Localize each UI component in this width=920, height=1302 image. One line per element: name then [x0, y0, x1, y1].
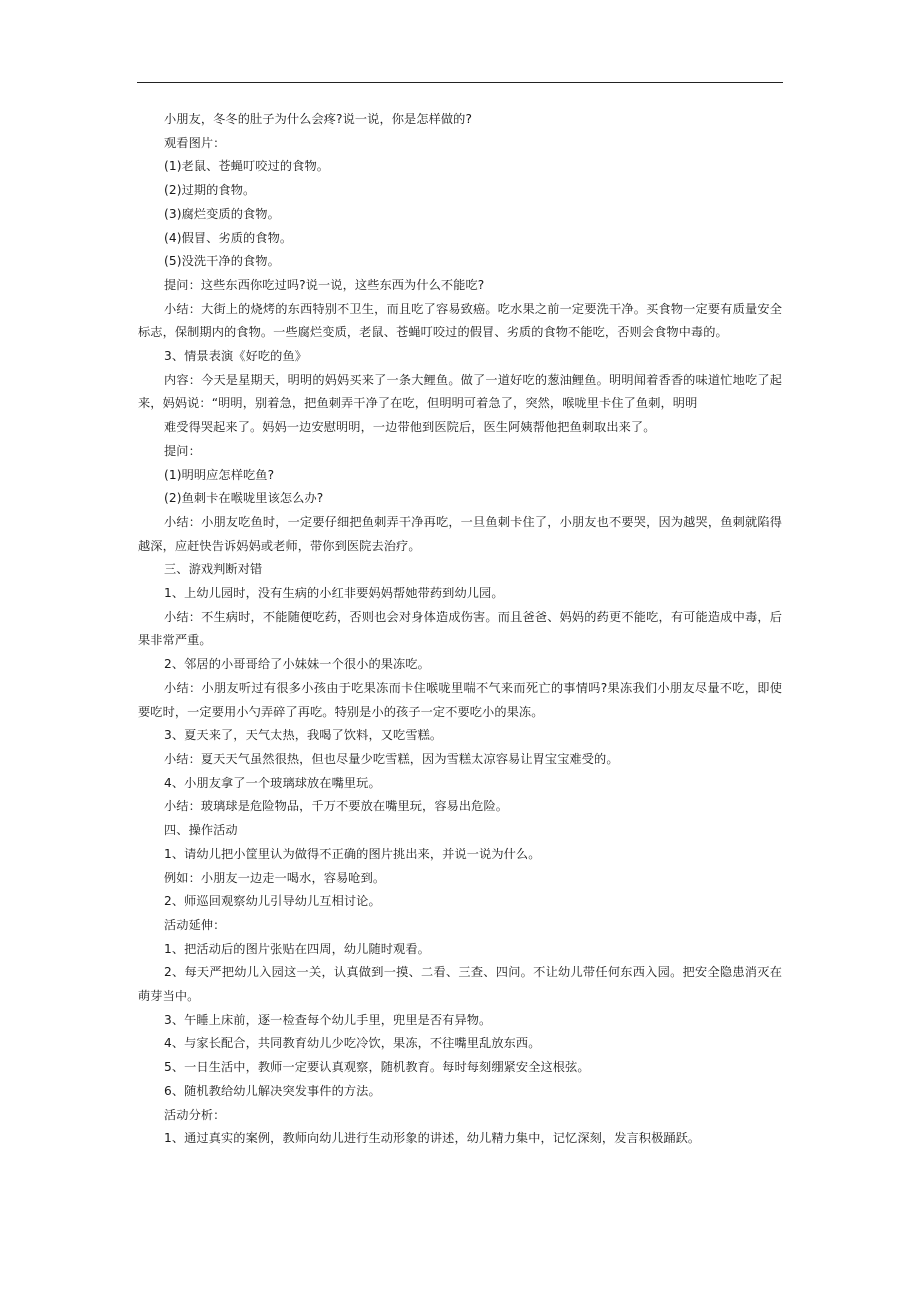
paragraph: 3、情景表演《好吃的鱼》 — [164, 349, 308, 364]
paragraph: (5)没洗干净的食物。 — [164, 254, 280, 269]
paragraph: (4)假冒、劣质的食物。 — [164, 230, 293, 245]
paragraph: 提问：这些东西你吃过吗?说一说，这些东西为什么不能吃? — [164, 277, 485, 292]
paragraph: (2)过期的食物。 — [164, 183, 256, 198]
paragraph: 小结：小朋友听过有很多小孩由于吃果冻而卡住喉咙里喘不气来而死亡的事情吗?果冻我们小朋友尽量不吃，即使要吃时，一定要用小勺弄碎了再吃。特别是小的孩子一定不要吃小的果冻。 — [138, 680, 782, 719]
paragraph: 1、上幼儿园时，没有生病的小红非要妈妈帮她带药到幼儿园。 — [164, 586, 504, 601]
paragraph: 内容：今天是星期天，明明的妈妈买来了一条大鲤鱼。做了一道好吃的葱油鲤鱼。明明闻着香香的味道忙地吃了起来，妈妈说：“明明，别着急，把鱼刺弄干净了在吃，但明明可着急了，突然，喉咙里卡住了鱼刺，明明 — [138, 372, 782, 411]
paragraph: 5、一日生活中，教师一定要认真观察，随机教育。每时每刻绷紧安全这根弦。 — [164, 1060, 590, 1075]
paragraph: 活动延伸： — [164, 917, 226, 932]
document-body — [138, 108, 782, 1151]
paragraph: 四、操作活动 — [164, 823, 238, 838]
paragraph: 6、随机教给幼儿解决突发事件的方法。 — [164, 1083, 381, 1098]
paragraph: (1)老鼠、苍蝇叮咬过的食物。 — [164, 159, 330, 174]
paragraph: 难受得哭起来了。妈妈一边安慰明明，一边带他到医院后，医生阿姨帮他把鱼刺取出来了。 — [164, 420, 656, 435]
paragraph: (2)鱼刺卡在喉咙里该怎么办? — [164, 491, 324, 506]
paragraph: 小朋友，冬冬的肚子为什么会疼?说一说，你是怎样做的? — [164, 112, 473, 126]
paragraph: 活动分析： — [164, 1107, 226, 1122]
paragraph: 2、邻居的小哥哥给了小妹妹一个很小的果冻吃。 — [164, 657, 430, 672]
paragraph: 1、把活动后的图片张贴在四周，幼儿随时观看。 — [164, 941, 430, 956]
paragraph: (1)明明应怎样吃鱼? — [164, 467, 275, 482]
paragraph: 小结：玻璃球是危险物品，千万不要放在嘴里玩，容易出危险。 — [164, 799, 509, 814]
paragraph: 3、午睡上床前，逐一检查每个幼儿手里，兜里是否有异物。 — [164, 1012, 492, 1027]
paragraph: 小结：不生病时，不能随便吃药，否则也会对身体造成伤害。而且爸爸、妈妈的药更不能吃，有可能造成中毒，后果非常严重。 — [138, 609, 782, 648]
paragraph: 小结：夏天天气虽然很热，但也尽量少吃雪糕，因为雪糕太凉容易让胃宝宝难受的。 — [164, 751, 619, 766]
paragraph: 3、夏天来了，天气太热，我喝了饮料，又吃雪糕。 — [164, 728, 443, 743]
paragraph: 小结：小朋友吃鱼时，一定要仔细把鱼刺弄干净再吃，一旦鱼刺卡住了，小朋友也不要哭，因为越哭，鱼刺就陷得越深，应赶快告诉妈妈或老师，带你到医院去治疗。 — [138, 514, 782, 553]
paragraph: 1、通过真实的案例，教师向幼儿进行生动形象的讲述，幼儿精力集中，记忆深刻，发言积极踊跃。 — [164, 1131, 701, 1146]
header-rule — [137, 82, 783, 83]
paragraph: 例如：小朋友一边走一喝水，容易呛到。 — [164, 870, 386, 885]
paragraph: 2、每天严把幼儿入园这一关，认真做到一摸、二看、三查、四问。不让幼儿带任何东西入园。把安全隐患消灭在萌芽当中。 — [138, 965, 782, 1004]
paragraph: (3)腐烂变质的食物。 — [164, 206, 280, 221]
paragraph: 4、与家长配合，共同教育幼儿少吃冷饮，果冻，不往嘴里乱放东西。 — [164, 1036, 541, 1051]
paragraph: 1、请幼儿把小筐里认为做得不正确的图片挑出来，并说一说为什么。 — [164, 846, 541, 861]
paragraph: 2、师巡回观察幼儿引导幼儿互相讨论。 — [164, 894, 381, 909]
paragraph: 观看图片： — [164, 135, 226, 150]
paragraph: 小结：大街上的烧烤的东西特别不卫生，而且吃了容易致癌。吃水果之前一定要洗干净。买食物一定要有质量安全标志，保制期内的食物。一些腐烂变质，老鼠、苍蝇叮咬过的假冒、劣质的食物不能吃，否则会食物中毒的。 — [138, 301, 782, 340]
paragraph: 4、小朋友拿了一个玻璃球放在嘴里玩。 — [164, 775, 381, 790]
paragraph: 提问： — [164, 443, 201, 458]
paragraph: 三、游戏判断对错 — [164, 562, 263, 577]
